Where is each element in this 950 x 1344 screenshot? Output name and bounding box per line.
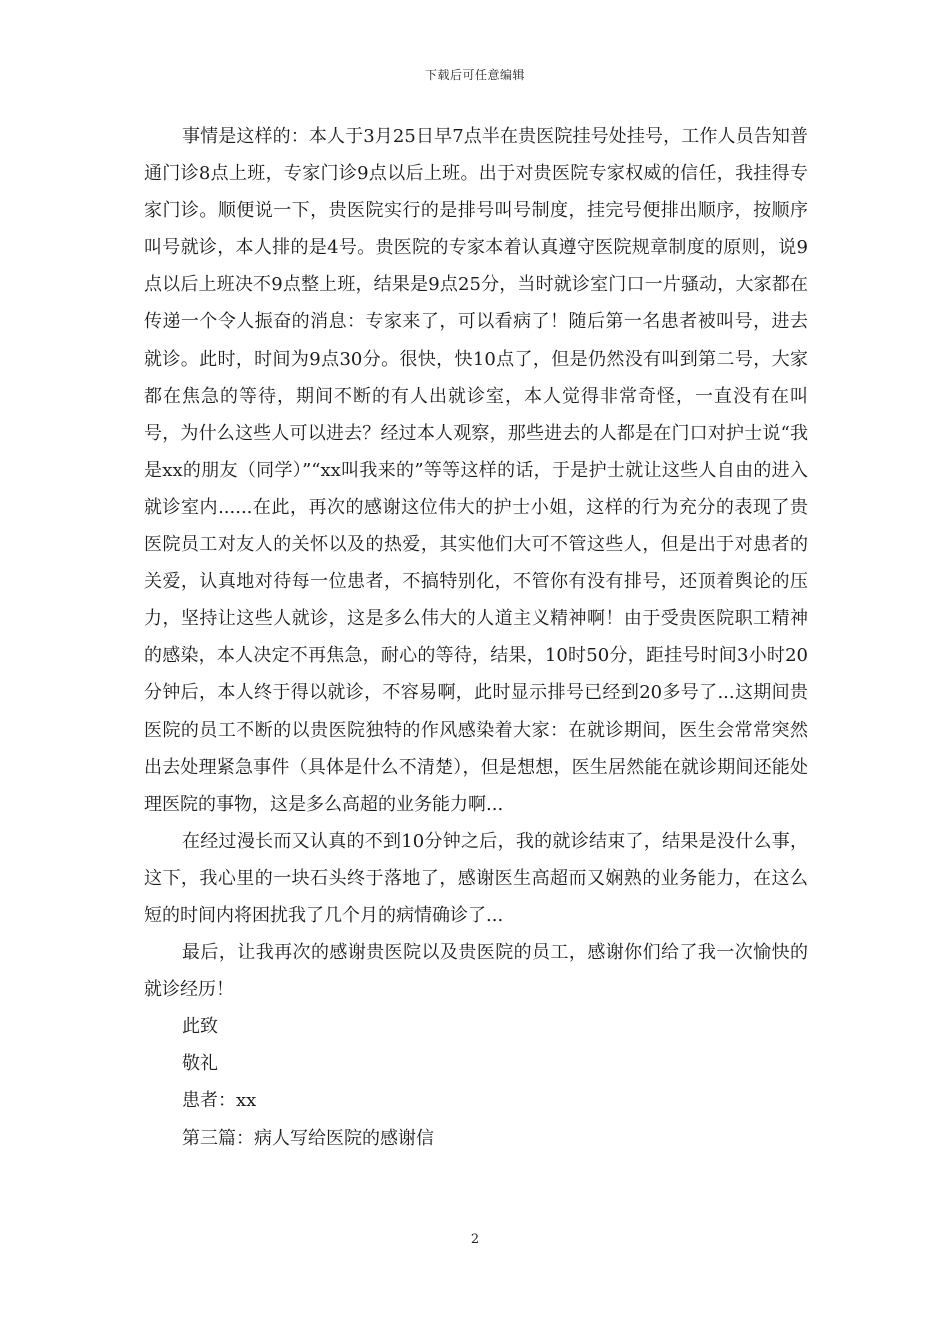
- signature-line: 患者：xx: [182, 1090, 257, 1112]
- paragraph-diagnosis: 在经过漫长而又认真的不到10分钟之后，我的就诊结束了，结果是没什么事，这下，我心里的一块石头终于落地了，感谢医生高超而又娴熟的业务能力，在这么短的时间内将困扰我了几个月的病情确诊了...: [144, 830, 808, 926]
- paragraph-thanks: 最后，让我再次的感谢贵医院以及贵医院的员工，感谢你们给了我一次愉快的就诊经历！: [144, 942, 808, 1001]
- document-body: [144, 118, 808, 1157]
- closing-salutation: 此致: [182, 1016, 218, 1038]
- paragraph-incident: 事情是这样的：本人于3月25日早7点半在贵医院挂号处挂号，工作人员告知普通门诊8点上班，专家门诊9点以后上班。出于对贵医院专家权威的信任，我挂得专家门诊。顺便说一下，贵医院实行的是排号叫号制度，挂完号便排出顺序，按顺序叫号就诊，本人排的是4号。贵医院的专家本着认真遵守医院规章制度的原则，说9点以后上班决不9点整上班，结果是9点25分，当时就诊室门口一片骚动，大家都在传递一个令人振奋的消息：专家来了，可以看病了！随后第一名患者被叫号，进去就诊。此时，时间为9点30分。很快，快10点了，但是仍然没有叫到第二号，大家都在焦急的等待，期间不断的有人出就诊室，本人觉得非常奇怪，一直没有在叫号，为什么这些人可以进去？经过本人观察，那些进去的人都是在门口对护士说“我是xx的朋友（同学）”“xx叫我来的”等等这样的话，于是护士就让这些人自由的进入就诊室内......在此，再次的感谢这位伟大的护士小姐，这样的行为充分的表现了贵医院员工对友人的关怀以及的热爱，其实他们大可不管这些人，但是出于对患者的关爱，认真地对待每一位患者，不搞特别化，不管你有没有排号，还顶着舆论的压力，坚持让这些人就诊，这是多么伟大的人道主义精神啊！由于受贵医院职工精神的感染，本人决定不再焦急，耐心的等待，结果，10时50分，距挂号时间3小时20分钟后，本人终于得以就诊，不容易啊，此时显示排号已经到20多号了...这期间贵医院的员工不断的以贵医院独特的作风感染着大家：在就诊期间，医生会常常突然出去处理紧急事件（具体是什么不清楚），但是想想，医生居然能在就诊期间还能处理医院的事物，这是多么高超的业务能力啊...: [144, 126, 808, 815]
- page-number: 2: [470, 1232, 480, 1247]
- page-header: 下载后可任意编辑: [424, 68, 525, 82]
- closing-regards: 敬礼: [182, 1053, 218, 1075]
- section-heading: 第三篇：病人写给医院的感谢信: [182, 1127, 434, 1149]
